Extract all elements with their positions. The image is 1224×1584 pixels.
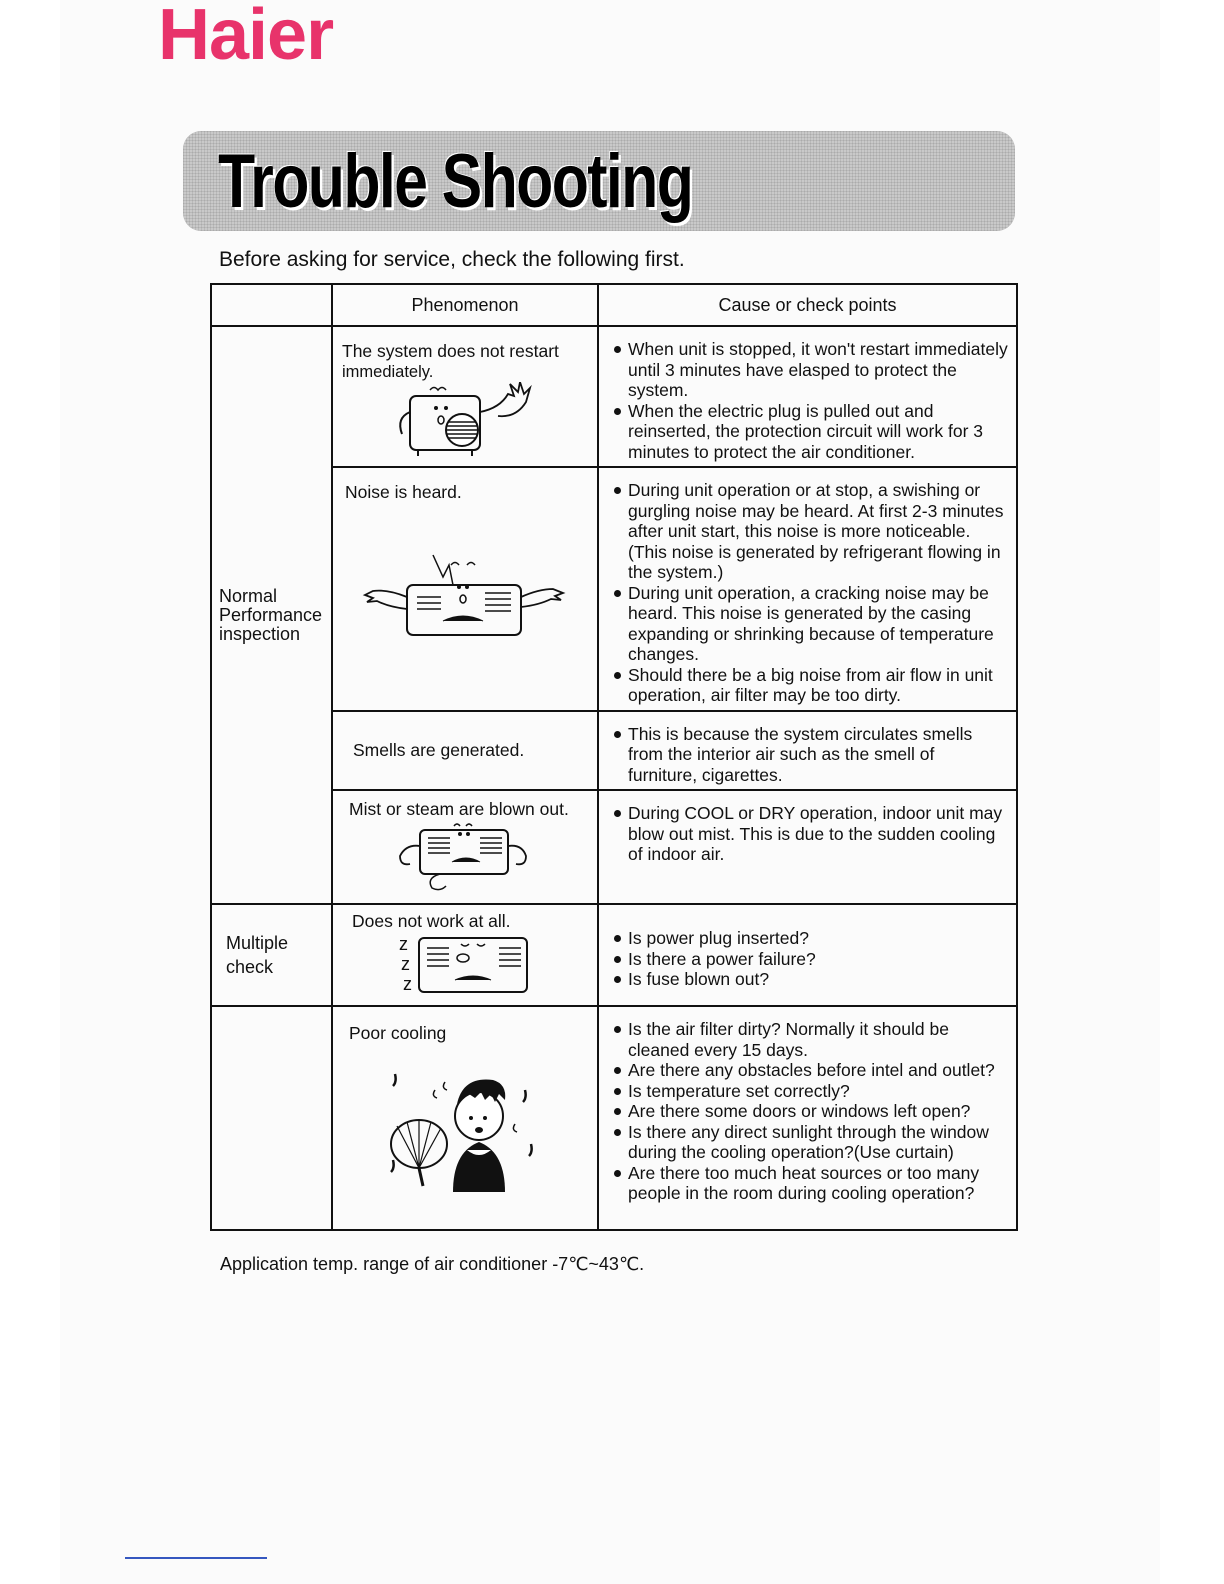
bottom-rule [125, 1557, 267, 1559]
cause-item: Is there any direct sunlight through the window during the cooling operation?(Use curtain) [611, 1122, 1008, 1163]
cause-item: When the electric plug is pulled out and reinserted, the protection circuit will work for 3 minutes to protect the air conditioner. [611, 401, 1008, 463]
table-header-row [211, 284, 1017, 326]
svg-text:z: z [403, 973, 412, 994]
haier-logo: Haier [158, 0, 334, 75]
phenomenon-cell [332, 1006, 598, 1230]
phenomenon-text: The system does not restart [342, 341, 559, 361]
troubleshooting-table [210, 283, 1018, 1231]
phenomenon-text: Mist or steam are blown out. [349, 799, 569, 819]
table-row [211, 467, 1017, 711]
phenomenon-cell [332, 326, 598, 467]
category-empty-cell [211, 1006, 332, 1230]
cause-item: Are there some doors or windows left open? [611, 1101, 1008, 1122]
cause-item: Should there be a big noise from air flow in unit operation, air filter may be too dirty. [611, 665, 1008, 706]
header-category [211, 284, 332, 326]
ac-unit-mist-illustration [390, 820, 540, 894]
cause-item: During COOL or DRY operation, indoor unit may blow out mist. This is due to the sudden cooling of indoor air. [611, 803, 1008, 865]
table-row [211, 1006, 1017, 1230]
header-phenomenon: Phenomenon [332, 284, 598, 326]
cause-cell [598, 326, 1017, 467]
cause-item: Is power plug inserted? [611, 928, 1008, 949]
cause-cell [598, 790, 1017, 904]
intro-text: Before asking for service, check the following first. [219, 248, 685, 271]
svg-text:z: z [399, 933, 408, 954]
svg-text:z: z [401, 953, 410, 974]
phenomenon-cell [332, 790, 598, 904]
ac-unit-sleeping-illustration [395, 932, 535, 996]
table-row [211, 711, 1017, 791]
category-multiple-check: Multiple check [211, 904, 332, 1006]
cause-item: Is there a power failure? [611, 949, 1008, 970]
phenomenon-text: Does not work at all. [352, 911, 511, 931]
cause-cell [598, 711, 1017, 791]
cause-item: During unit operation, a cracking noise may be heard. This noise is generated by the casing expanding or shrinking because of temperature changes. [611, 583, 1008, 665]
cause-item: Is fuse blown out? [611, 969, 1008, 990]
page-title: Trouble Shooting [218, 139, 693, 224]
application-temp-note: Application temp. range of air conditioner -7℃~43℃. [220, 1254, 645, 1274]
cause-item: When unit is stopped, it won't restart immediately until 3 minutes have elasped to protect the system. [611, 339, 1008, 401]
table-row [211, 904, 1017, 1006]
cause-item: Is the air filter dirty? Normally it should be cleaned every 15 days. [611, 1019, 1008, 1060]
hot-person-fanning-illustration [375, 1064, 555, 1194]
cause-cell [598, 1006, 1017, 1230]
header-cause: Cause or check points [598, 284, 1017, 326]
cause-item: Is temperature set correctly? [611, 1081, 1008, 1102]
cause-item: During unit operation or at stop, a swishing or gurgling noise may be heard. At first 2-3 minutes after unit start, this noise is more noticeable. (This noise is generated by refrigerant flowing in the system.) [611, 480, 1008, 583]
cause-cell [598, 467, 1017, 711]
phenomenon-cell [332, 904, 598, 1006]
phenomenon-cell [332, 467, 598, 711]
category-normal-performance: Normal Performance inspection [211, 326, 332, 904]
phenomenon-text: Poor cooling [349, 1023, 447, 1043]
ac-unit-waving-illustration [390, 382, 540, 458]
ac-unit-noise-illustration [355, 553, 575, 653]
phenomenon-text: Smells are generated. [353, 740, 525, 760]
phenomenon-text: Noise is heard. [345, 482, 462, 502]
table-row [211, 790, 1017, 904]
phenomenon-cell [332, 711, 598, 791]
table-row [211, 326, 1017, 467]
cause-cell [598, 904, 1017, 1006]
cause-item: This is because the system circulates smells from the interior air such as the smell of furniture, cigarettes. [611, 724, 1008, 786]
phenomenon-subtext: immediately. [342, 362, 434, 381]
cause-item: Are there too much heat sources or too many people in the room during cooling operation? [611, 1163, 1008, 1204]
cause-item: Are there any obstacles before intel and outlet? [611, 1060, 1008, 1081]
